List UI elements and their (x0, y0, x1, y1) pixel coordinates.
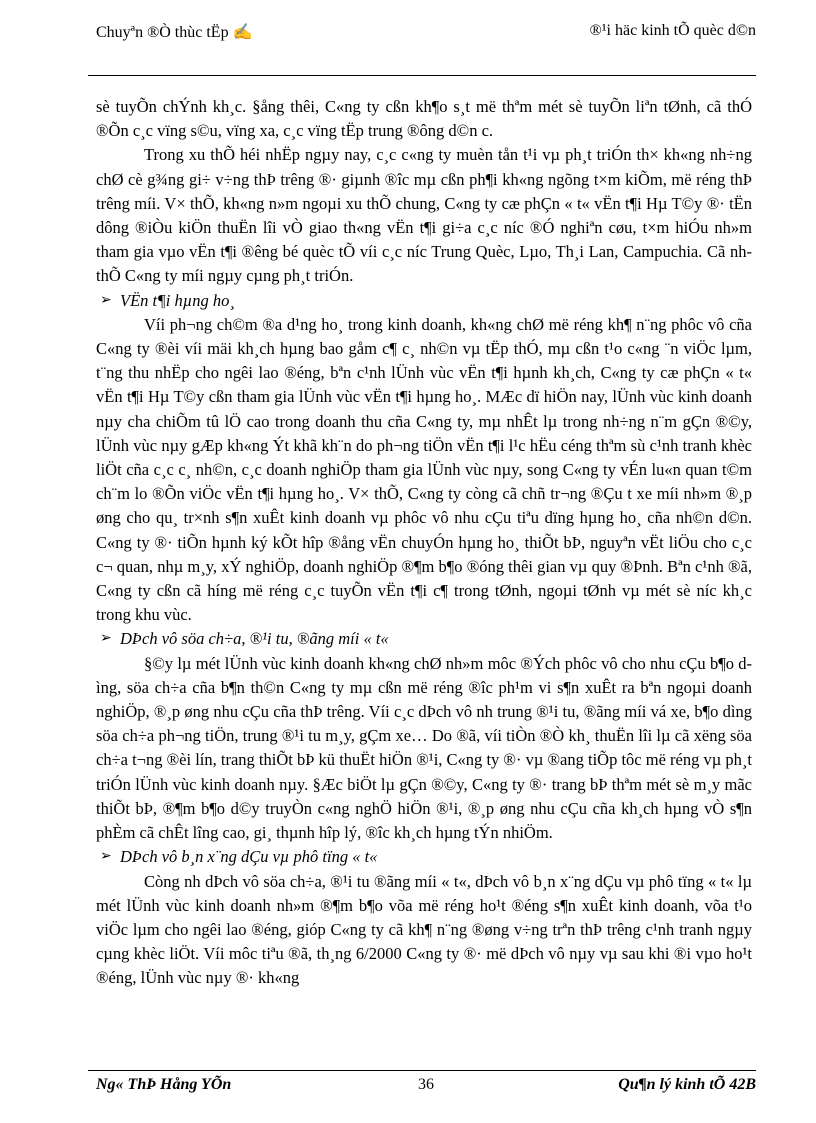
arrow-bullet-icon: ➢ (100, 631, 112, 647)
section-heading (96, 289, 752, 313)
paragraph: Trong xu thÕ héi nhËp ngµy nay, c¸c c«ng ty muèn tån t¹i vµ ph¸t triÓn th× kh«ng nh÷ng chØ cè g¾ng gi÷ v÷ng thÞ trêng ®· giµnh ®îc mµ cßn ph¶i kh«ng ngõng t×m kiÕm, më réng thÞ trêng míi. V× thÕ, kh«ng n»m ngoµi xu thÕ chung, C«ng ty cæ phÇn « t« vËn t¶i Hµ T©y ®· tËn dông ®iÒu kiÖn thuËn lîi vÒ giao th«ng vËn t¶i gi÷a c¸c níc ®Ó nghiªn cøu, t×m hiÓu nh»m tham gia vµo vËn t¶i ®êng bé quèc tÕ víi c¸c níc Trung Quèc, Lµo, Th¸i Lan, Campuchia. Cã nh thÕ C«ng ty míi ngµy cµng ph¸t triÓn. (96, 145, 752, 286)
page-footer (96, 1076, 756, 1102)
section-heading (96, 845, 752, 869)
page-number: 36 (418, 1076, 434, 1093)
page-header (96, 22, 756, 52)
section-heading-label: DÞch vô b¸n x¨ng dÇu vµ phô tïng « t« (120, 847, 378, 867)
header-rule (88, 75, 756, 76)
paragraph: sè tuyÕn chÝnh kh¸c. §ång thêi, C«ng ty cßn kh¶o s¸t më thªm mét sè tuyÕn liªn tØnh, cã thÓ ®Õn c¸c vïng s©u, vïng xa, c¸c vïng tËp trung ®ông d©n c. (96, 97, 752, 141)
section-heading-label: VËn t¶i hµng ho¸ (120, 290, 235, 310)
header-title-left: Chuyªn ®Ò thùc tËp ✍ (96, 24, 253, 41)
section-heading (96, 627, 752, 651)
paragraph: §©y lµ mét lÜnh vùc kinh doanh kh«ng chØ nh»m môc ®Ých phôc vô cho nhu cÇu b¶o dìng, söa ch÷a cña b¶n th©n C«ng ty mµ cßn më réng ®îc ph¹m vi s¶n xuÊt ra bªn ngoµi doanh nghiÖp, ®¸p øng nhu cÇu cña thÞ trêng. Víi c¸c dÞch vô nh trung ®¹i tu, ®ãng míi vá xe, b¶o dìng söa ch÷a ph¬ng tiÖn, trung ®¹i tu m¸y, gÇm xe… Do ®ã, víi tiÒn ®Ò kh¸ thuËn lîi lµ cã xëng söa ch÷a t¬ng ®èi lín, trang thiÕt bÞ kü thuËt hiÖn ®¹i, C«ng ty ®· vµ ®ang tiÕp tôc më réng vµ ph¸t triÓn lÜnh vùc kinh doanh nµy. §Æc biÖt lµ gÇn ®©y, C«ng ty ®· trang bÞ thªm mét sè m¸y mãc thiÕt bÞ, ®¶m b¶o d©y truyÒn c«ng nghÖ hiÖn ®¹i, ®¸p øng nhu cÇu cña kh¸ch hµng vÒ s¶n phÈm cã chÊt lîng cao, gi¸ thµnh hîp lý, ®îc kh¸ch hµng tÝn nhiÖm. (96, 653, 752, 843)
header-title-right: ®¹i häc kinh tÕ quèc d©n (589, 22, 756, 39)
paragraph: Víi ph¬ng ch©m ®a d¹ng ho¸ trong kinh doanh, kh«ng chØ më réng kh¶ n¨ng phôc vô cña C«ng ty ®èi víi mäi kh¸ch hµng bao gåm c¶ c¸ nh©n vµ tËp thÓ, mµ cßn t¹o c«ng ¨n viÖc lµm, t¨ng thu nhËp cho ngêi lao ®éng, bªn c¹nh lÜnh vùc vËn t¶i hµnh kh¸ch, C«ng ty cæ phÇn « t« vËn t¶i Hµ T©y cßn tham gia lÜnh vùc vËn t¶i hµng ho¸. MÆc dï hiÖn nay, lÜnh vùc kinh doanh nµy cha chiÕm tû lÖ cao trong doanh thu cña C«ng ty, mµ nhÊt lµ trong nh÷ng n¨m gÇn ®©y, lÜnh vùc nµy gÆp kh«ng Ýt khã kh¨n do ph¬ng tiÖn vËn t¶i l¹c hËu céng thªm sù c¹nh tranh khèc liÖt cña c¸c c¸ nh©n, c¸c doanh nghiÖp tham gia lÜnh vùc nµy, song C«ng ty vÉn lu«n quan t©m ch¨m lo ®Õn viÖc vËn t¶i hµng ho¸. V× thÕ, C«ng ty còng cã chñ tr¬ng ®Çu t xe míi nh»m ®¸p øng cho qu¸ tr×nh s¶n xuÊt kinh doanh vµ phôc vô nhu cÇu tiªu dïng hµng ho¸ cña nh©n d©n. C«ng ty ®· tiÕn hµnh ký kÕt hîp ®ång vËn chuyÓn hµng ho¸ thiÕt bÞ, nguyªn vËt liÖu cho c¸c c¬ quan, nhµ m¸y, xÝ nghiÖp, doanh nghiÖp ®¶m b¶o ®óng thêi gian vµ quy ®Þnh. Bªn c¹nh ®ã, C«ng ty cßn cã híng më réng c¸c tuyÕn vËn t¶i c¶ trong tØnh, ngoµi tØnh vµ mét sè níc kh¸c trong khu vùc. (96, 314, 752, 625)
footer-author: Ng« ThÞ Hång YÕn (96, 1076, 232, 1093)
footer-class: Qu¶n lý kinh tÕ 42B (618, 1076, 756, 1093)
paragraph: Còng nh dÞch vô söa ch÷a, ®¹i tu ®ãng míi « t«, dÞch vô b¸n x¨ng dÇu vµ phô tïng « t« lµ mét lÜnh vùc kinh doanh nh»m ®¶m b¶o võa më réng ho¹t ®éng s¶n xuÊt kinh doanh, võa t¹o viÖc lµm cho ngêi lao ®éng, gióp C«ng ty cã kh¶ n¨ng ®øng v÷ng trªn thÞ trêng c¹nh tranh ngµy cµng khèc liÖt. Víi môc tiªu ®ã, th¸ng 6/2000 C«ng ty ®· më dÞch vô nµy vµ sau khi ®i vµo ho¹t ®éng, lÜnh vùc nµy ®· kh«ng (96, 871, 752, 988)
section-heading-label: DÞch vô söa ch÷a, ®¹i tu, ®ãng míi « t« (120, 629, 389, 649)
arrow-bullet-icon: ➢ (100, 849, 112, 865)
page-body (96, 95, 752, 991)
footer-rule (88, 1070, 756, 1071)
arrow-bullet-icon: ➢ (100, 292, 112, 308)
